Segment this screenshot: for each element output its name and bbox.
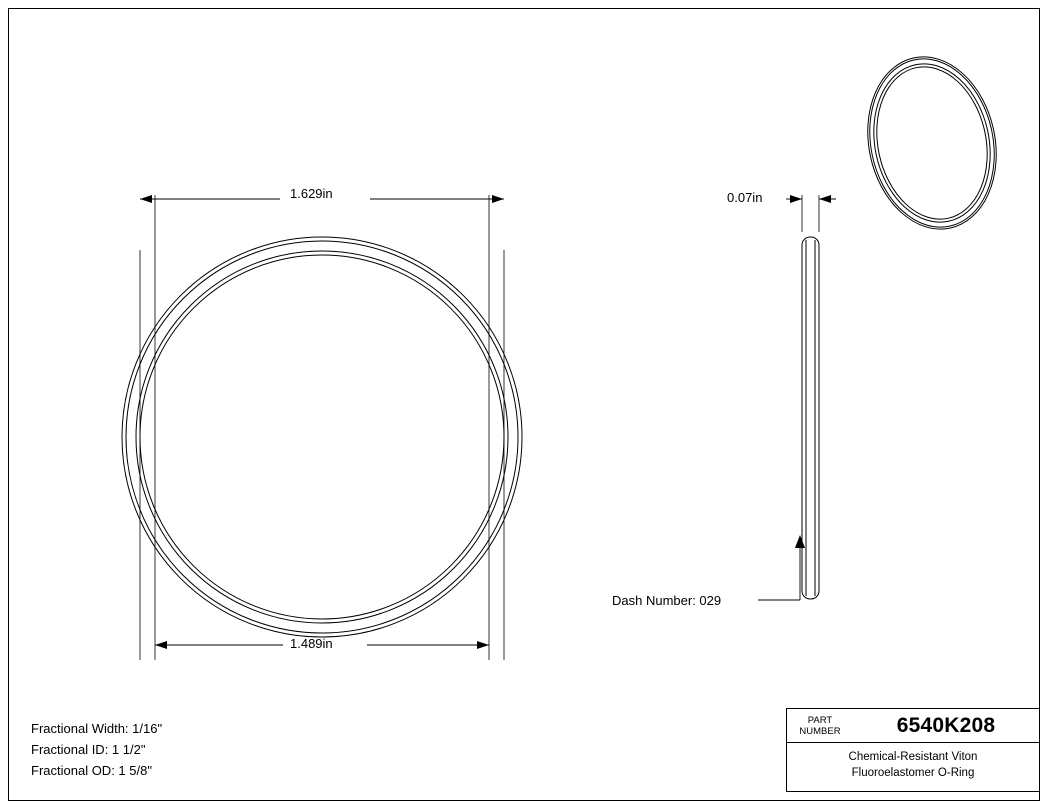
dimension-line-thickness [786,195,836,203]
dimension-text-id: 1.489in [290,636,333,651]
dimension-text-od: 1.629in [290,186,333,201]
spec-fractional-width: Fractional Width: 1/16" [31,721,163,736]
specification-list [31,718,162,781]
o-ring-iso-ellipses [852,45,1011,241]
dash-number-callout: Dash Number: 029 [612,593,722,608]
dash-number-leader [758,535,805,600]
o-ring-front-circles [122,237,522,637]
front-view-extension-lines [140,195,504,660]
spec-fractional-id: Fractional ID: 1 1/2" [31,742,146,757]
part-number-label-line2: NUMBER [799,725,841,737]
side-view-extension-lines [802,195,819,232]
title-block-description [787,743,1039,781]
part-number-label [787,715,853,737]
description-line-1: Chemical-Resistant Viton [848,751,978,763]
description-line-2: Fluoroelastomer O-Ring [851,767,975,779]
part-number-label-line1: PART [807,714,833,726]
title-block [786,708,1040,792]
title-block-part-row [787,709,1039,743]
o-ring-side-section [802,237,819,599]
dimension-text-thickness: 0.07in [727,190,763,205]
part-number-value: 6540K208 [896,713,996,737]
spec-fractional-od: Fractional OD: 1 5/8" [31,763,152,778]
